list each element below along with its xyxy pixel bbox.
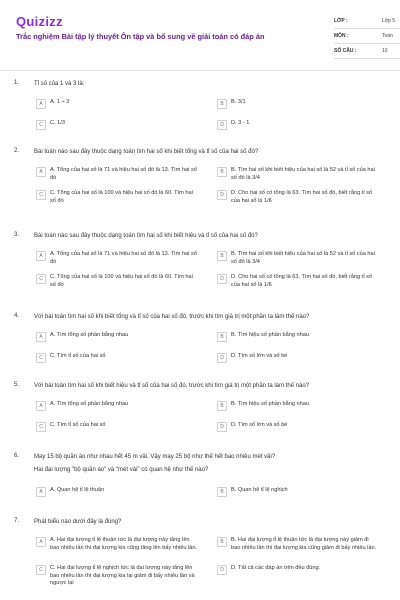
quizizz-logo: Quizizz [16, 14, 63, 29]
option-text: D. 3 - 1 [231, 120, 250, 126]
option-letter-box: B [217, 487, 227, 497]
question-number: 1. [14, 80, 20, 86]
worksheet-meta [334, 14, 400, 59]
header-divider [0, 70, 400, 71]
question-subtext: Hai đại lượng "bộ quần áo" và "mét vải" có quan hệ như thế nào? [34, 467, 209, 473]
option-text: B. Quan hệ tỉ lệ nghịch [231, 487, 288, 493]
option-text: A. Hai đại lượng tỉ lệ thuận tức là đại lượng này tăng lên bao nhiêu lần thì đại lượng kia cũng tăng lên bấy nhiêu lần. [50, 537, 198, 551]
option-letter-box: B [217, 167, 227, 177]
worksheet-header [16, 12, 396, 62]
option-letter-box: D [217, 274, 227, 284]
meta-row-class [334, 14, 400, 29]
option-text: D. Tất cả các đáp án trên đều đúng. [231, 565, 321, 571]
option-letter-box: C [36, 353, 46, 363]
meta-label: MÔN : [334, 33, 349, 39]
option-text: A. Tìm tổng số phần bằng nhau [50, 332, 129, 338]
option-text: C. Tổng của hai số là 100 và hiệu hai số đó là 60. Tìm hai số đó [50, 274, 193, 288]
option-letter-box: D [217, 120, 227, 130]
option-text: A. Quan hệ tỉ lệ thuận [50, 487, 105, 493]
option-text: B. Tìm hai số khi biết hiệu của hai số là 52 và tỉ số của hai số đó là 3/4 [231, 167, 375, 181]
option-text: C. Tổng của hai số là 100 và hiệu hai số đó là 60. Tìm hai số đó [50, 190, 193, 204]
question-number: 2. [14, 148, 20, 154]
meta-label: LỚP : [334, 18, 348, 24]
option-letter-box: C [36, 565, 46, 575]
option-text: C. 1/3 [50, 120, 65, 126]
question-text: May 15 bộ quần áo như nhau hết 45 m vải. Vậy may 25 bộ như thế hết bao nhiêu mét vải? [34, 454, 276, 460]
option-letter-box: A [36, 401, 46, 411]
option-letter-box: B [217, 332, 227, 342]
option-text: A. Tìm tổng số phần bằng nhau [50, 401, 129, 407]
option-text: D. Tìm số lớn và số bé [231, 422, 288, 428]
option-letter-box: C [36, 120, 46, 130]
option-letter-box: D [217, 422, 227, 432]
option-text: B. 3/1 [231, 99, 246, 105]
worksheet-title: Trắc nghiệm Bài tập lý thuyết Ôn tập và bổ sung về giải toán có đáp án [16, 32, 265, 41]
question-text: Tỉ số của 1 và 3 là: [34, 81, 85, 87]
option-letter-box: A [36, 332, 46, 342]
option-text: D. Cho hai số có tổng là 63. Tìm hai số đó, biết rằng tỉ số của hai số là 1/6 [231, 274, 373, 288]
option-text: A. Tổng của hai số là 71 và hiệu hai số đó là 13. Tìm hai số đó [50, 167, 197, 181]
option-letter-box: D [217, 565, 227, 575]
option-letter-box: C [36, 422, 46, 432]
option-letter-box: A [36, 99, 46, 109]
option-letter-box: D [217, 190, 227, 200]
option-text: D. Tìm số lớn và số bé [231, 353, 288, 359]
option-text: C. Tìm tỉ số của hai số [50, 422, 106, 428]
meta-row-subject [334, 29, 400, 44]
option-text: A. Tổng của hai số là 71 và hiệu hai số đó là 13. Tìm hai số đó [50, 251, 197, 265]
option-text: B. Tìm hiệu số phần bằng nhau [231, 401, 309, 407]
question-text: Phát biểu nào dưới đây là đúng? [34, 519, 122, 525]
option-text: B. Hai đại lượng tỉ lệ thuận tức là đại lượng này giảm đi bao nhiêu lần thì đại lượng kia cũng giảm đi bấy nhiêu lần. [231, 537, 377, 551]
option-text: C. Tìm tỉ số của hai số [50, 353, 106, 359]
question-text: Với bài toán tìm hai số khi biết hiệu và tỉ số của hai số đó, trước khi tìm giá trị một phần ta làm thế nào? [34, 383, 310, 389]
meta-label: SỐ CÂU : [334, 48, 357, 54]
question-text: Với bài toán tìm hai số khi biết tổng và tỉ số của hai số đó, trước khi tìm giá trị một phần ta làm thế nào? [34, 314, 310, 320]
option-letter-box: D [217, 353, 227, 363]
option-letter-box: B [217, 99, 227, 109]
question-text: Bài toán nào sau đây thuộc dạng toán tìm hai số khi biết tổng và tỉ số của hai số đó? [34, 149, 259, 155]
option-letter-box: A [36, 537, 46, 547]
question-number: 4. [14, 313, 20, 319]
option-text: C. Hai đại lượng tỉ lệ nghịch tức là đại lượng này tăng lên bao nhiêu lần thì đại lượng kia lại giảm đi bấy nhiêu lần và ngược lại [50, 565, 195, 586]
option-letter-box: C [36, 190, 46, 200]
option-letter-box: A [36, 251, 46, 261]
option-text: A. 1 ÷ 3 [50, 99, 70, 105]
option-letter-box: C [36, 274, 46, 284]
meta-row-count [334, 44, 400, 59]
option-text: B. Tìm hai số khi biết hiệu của hai số là 52 và tỉ số của hai số đó là 3/4 [231, 251, 375, 265]
question-number: 7. [14, 518, 20, 524]
option-letter-box: A [36, 487, 46, 497]
option-text: B. Tìm hiệu số phần bằng nhau [231, 332, 309, 338]
option-letter-box: B [217, 401, 227, 411]
meta-value: Lớp 5 [382, 18, 396, 24]
question-number: 6. [14, 453, 20, 459]
option-letter-box: A [36, 167, 46, 177]
meta-value: Toán [382, 33, 393, 39]
question-text: Bài toán nào sau đây thuộc dạng toán tìm hai số khi biết hiệu và tỉ số của hai số đó? [34, 233, 258, 239]
option-letter-box: B [217, 537, 227, 547]
question-number: 5. [14, 382, 20, 388]
question-number: 3. [14, 232, 20, 238]
option-text: D. Cho hai số có tổng là 63. Tìm hai số đó, biết rằng tỉ số của hai số là 1/6 [231, 190, 373, 204]
meta-value: 10 [382, 48, 388, 54]
option-letter-box: B [217, 251, 227, 261]
